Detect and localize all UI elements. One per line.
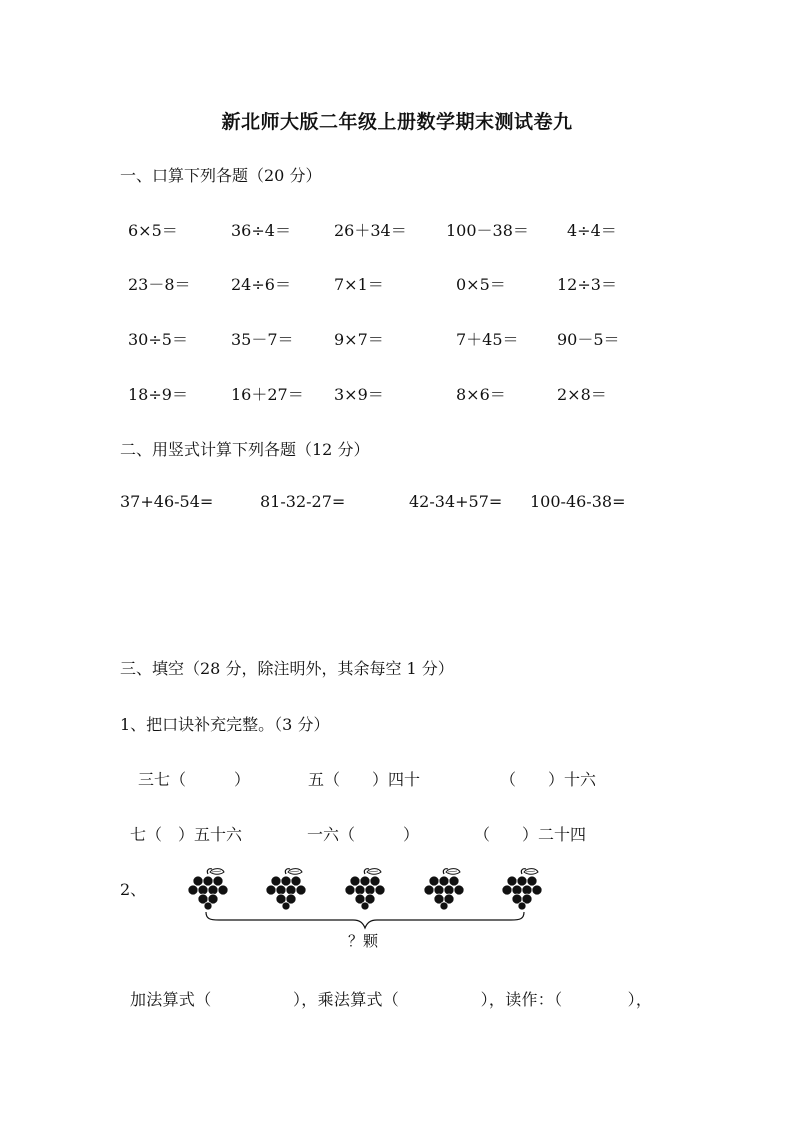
mental-math-item: 16＋27＝ [231, 385, 304, 404]
curly-brace [205, 910, 525, 930]
mental-math-item: 9×7＝ [334, 330, 384, 349]
mental-math-item: 3×9＝ [334, 385, 384, 404]
grape-icon [345, 866, 385, 910]
mnemonic-fill-item: 一六（ ） [307, 825, 420, 844]
section-1-heading: 一、口算下列各题（20 分） [120, 166, 322, 185]
mnemonic-fill-item: 七（ ）五十六 [130, 825, 243, 844]
mental-math-item: 100－38＝ [446, 221, 529, 240]
grape-icon [266, 866, 306, 910]
mental-math-item: 24÷6＝ [231, 275, 291, 294]
vertical-calc-item: 100-46-38= [530, 492, 626, 511]
mental-math-item: 6×5＝ [128, 221, 178, 240]
vertical-calc-item: 42-34+57= [409, 492, 503, 511]
section-3-heading: 三、填空（28 分，除注明外，其余每空 1 分） [120, 659, 454, 678]
mnemonic-fill-item: 五（ ）四十 [308, 770, 421, 789]
mental-math-item: 26＋34＝ [334, 221, 407, 240]
grape-icon [502, 866, 542, 910]
mental-math-item: 7＋45＝ [456, 330, 519, 349]
mental-math-item: 12÷3＝ [557, 275, 617, 294]
grape-icon [424, 866, 464, 910]
mental-math-item: 30÷5＝ [128, 330, 188, 349]
brace-label: ？颗 [348, 932, 379, 950]
page-title: 新北师大版二年级上册数学期末测试卷九 [221, 111, 573, 133]
mental-math-item: 0×5＝ [456, 275, 506, 294]
grape-icon [188, 866, 228, 910]
mental-math-item: 7×1＝ [334, 275, 384, 294]
vertical-calc-item: 37+46-54= [120, 492, 214, 511]
mental-math-item: 23－8＝ [128, 275, 191, 294]
section-2-heading: 二、用竖式计算下列各题（12 分） [120, 440, 370, 459]
mental-math-item: 2×8＝ [557, 385, 607, 404]
mental-math-item: 36÷4＝ [231, 221, 291, 240]
mnemonic-fill-item: 三七（ ） [138, 770, 251, 789]
mental-math-item: 90－5＝ [557, 330, 620, 349]
vertical-calc-item: 81-32-27= [260, 492, 346, 511]
mental-math-item: 4÷4＝ [567, 221, 617, 240]
mental-math-item: 8×6＝ [456, 385, 506, 404]
question-1-label: 1、把口诀补充完整。（3 分） [120, 715, 330, 734]
question-2-label: 2、 [120, 880, 147, 899]
mnemonic-fill-item: （ ）十六 [500, 770, 597, 789]
answer-line: 加法算式（ ），乘法算式（ ），读作：（ ）， [130, 990, 653, 1009]
mental-math-item: 35－7＝ [231, 330, 294, 349]
mnemonic-fill-item: （ ）二十四 [474, 825, 587, 844]
mental-math-item: 18÷9＝ [128, 385, 188, 404]
